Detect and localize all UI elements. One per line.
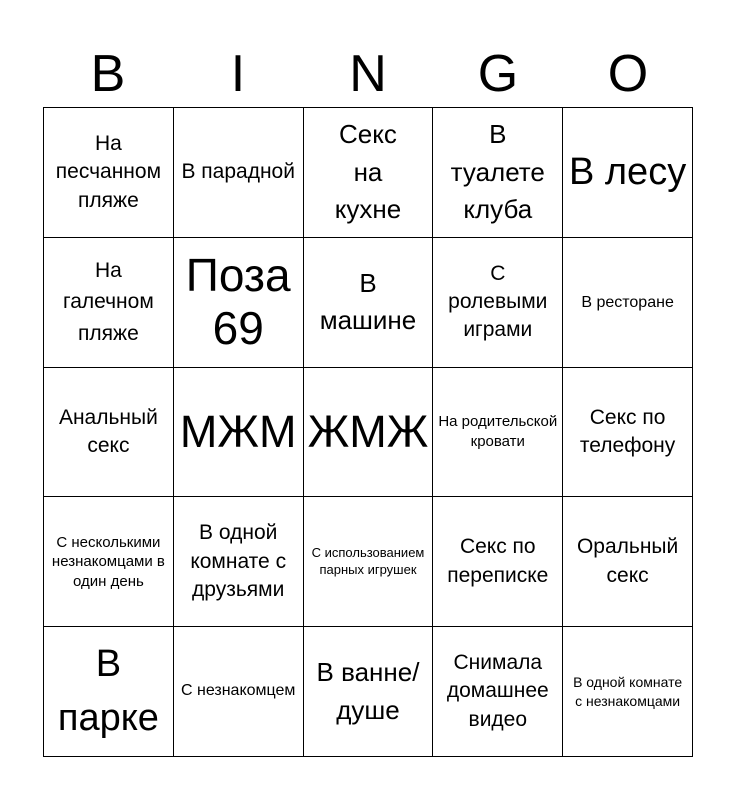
cell-text: В туалете клуба [450,118,545,225]
bingo-cell[interactable] [304,108,434,238]
cell-text: В парке [57,643,159,739]
bingo-cell[interactable] [563,497,693,627]
header-letter-b: B [90,45,126,103]
bingo-cell[interactable] [563,368,693,498]
cell-text: С незнакомцем [180,682,296,700]
bingo-cell[interactable] [174,627,304,757]
bingo-cell[interactable] [304,497,434,627]
cell-text: Поза 69 [185,249,291,355]
bingo-cell[interactable] [174,497,304,627]
bingo-cell[interactable] [44,497,174,627]
cell-text: В ресторане [581,293,674,311]
cell-text: С ролевыми играми [448,261,548,342]
bingo-cell[interactable] [563,627,693,757]
cell-text: Снимала домашнее видео [446,651,549,731]
cell-text: Секс по переписке [447,535,549,587]
bingo-cell[interactable] [174,368,304,498]
bingo-cell[interactable] [304,627,434,757]
cell-text: Секс по телефону [579,405,676,457]
bingo-grid [43,107,693,757]
bingo-cell[interactable] [304,238,434,368]
header-letter-o: O [607,45,649,103]
bingo-cell[interactable] [44,627,174,757]
header-letter-g: G [477,45,519,103]
cell-text: В машине [319,267,417,336]
cell-text: В одной комнате с незнакомцами [573,674,683,709]
cell-text: ЖМЖ [307,406,429,458]
bingo-cell[interactable] [44,108,174,238]
cell-text: В ванне/ душе [316,656,420,725]
bingo-cell[interactable] [174,108,304,238]
cell-text: На родительской кровати [438,413,558,450]
cell-text: В парадной [181,160,295,184]
cell-text: С несколькими незнакомцами в один день [51,533,165,590]
bingo-cell[interactable] [44,368,174,498]
header-letter-n: N [349,45,387,103]
cell-text: Анальный секс [58,405,158,457]
bingo-cell[interactable] [174,238,304,368]
cell-text: В лесу [568,150,687,193]
bingo-cell[interactable] [433,627,563,757]
bingo-header [43,40,693,108]
cell-text: В одной комнате с друзьями [190,521,287,601]
cell-text: МЖМ [179,406,297,458]
cell-text: Секс на кухне [334,118,402,225]
bingo-cell[interactable] [304,368,434,498]
bingo-cell[interactable] [433,497,563,627]
cell-text: На галечном пляже [63,258,154,345]
bingo-cell[interactable] [563,238,693,368]
header-letter-i: I [230,45,246,103]
cell-text: На песчанном пляже [55,131,162,212]
bingo-cell[interactable] [433,108,563,238]
cell-text: Оральный секс [576,535,679,587]
cell-text: С использованием парных игрушек [311,544,425,577]
bingo-cell[interactable] [433,368,563,498]
bingo-cell[interactable] [433,238,563,368]
bingo-cell[interactable] [563,108,693,238]
bingo-cell[interactable] [44,238,174,368]
